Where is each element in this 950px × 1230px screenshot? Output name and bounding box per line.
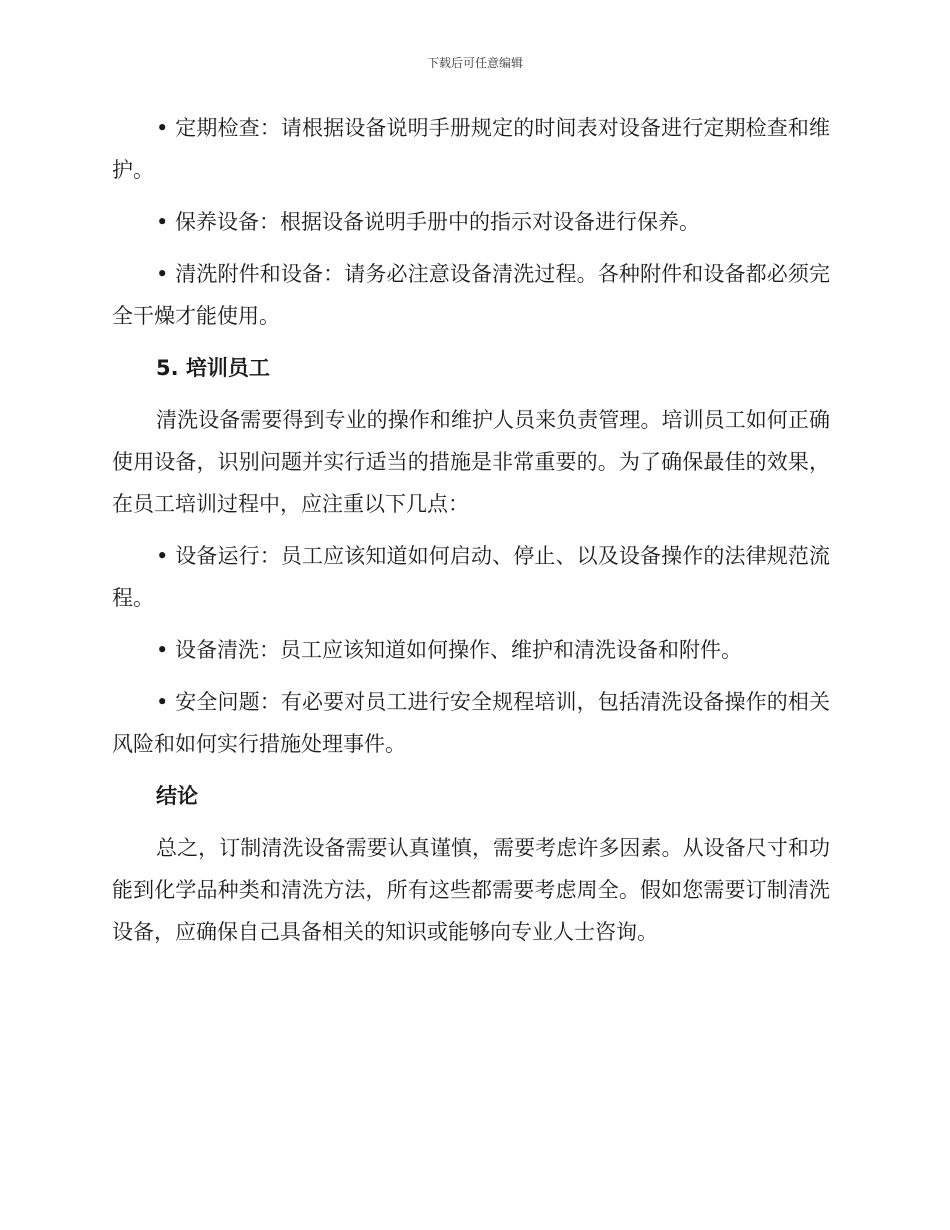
bullet-equipment-cleaning: • 设备清洗：员工应该知道如何操作、维护和清洗设备和附件。 (156, 638, 743, 662)
bullet-equipment-operation: • 设备运行：员工应该知道如何启动、停止、以及设备操作的法律规范流程。 (112, 544, 830, 610)
bullet-safety-issues: • 安全问题：有必要对员工进行安全规程培训，包括清洗设备操作的相关风险和如何实行措施处理事件。 (112, 690, 830, 756)
page-header: 下载后可任意编辑 (426, 56, 523, 70)
section-heading-conclusion: 结论 (156, 784, 198, 808)
section-heading-training: 5. 培训员工 (156, 356, 270, 380)
bullet-equipment-maintenance: • 保养设备：根据设备说明手册中的指示对设备进行保养。 (156, 210, 701, 234)
document-body (112, 107, 830, 963)
bullet-regular-inspection: • 定期检查：请根据设备说明手册规定的时间表对设备进行定期检查和维护。 (112, 116, 830, 182)
bullet-cleaning-accessories: • 清洗附件和设备：请务必注意设备清洗过程。各种附件和设备都必须完全干燥才能使用。 (112, 262, 830, 328)
paragraph-training-intro: 清洗设备需要得到专业的操作和维护人员来负责管理。培训员工如何正确使用设备，识别问题并实行适当的措施是非常重要的。为了确保最佳的效果，在员工培训过程中，应注重以下几点： (112, 408, 830, 516)
paragraph-conclusion: 总之，订制清洗设备需要认真谨慎，需要考虑许多因素。从设备尺寸和功能到化学品种类和清洗方法，所有这些都需要考虑周全。假如您需要订制清洗设备，应确保自己具备相关的知识或能够向专业人士咨询。 (112, 836, 830, 944)
